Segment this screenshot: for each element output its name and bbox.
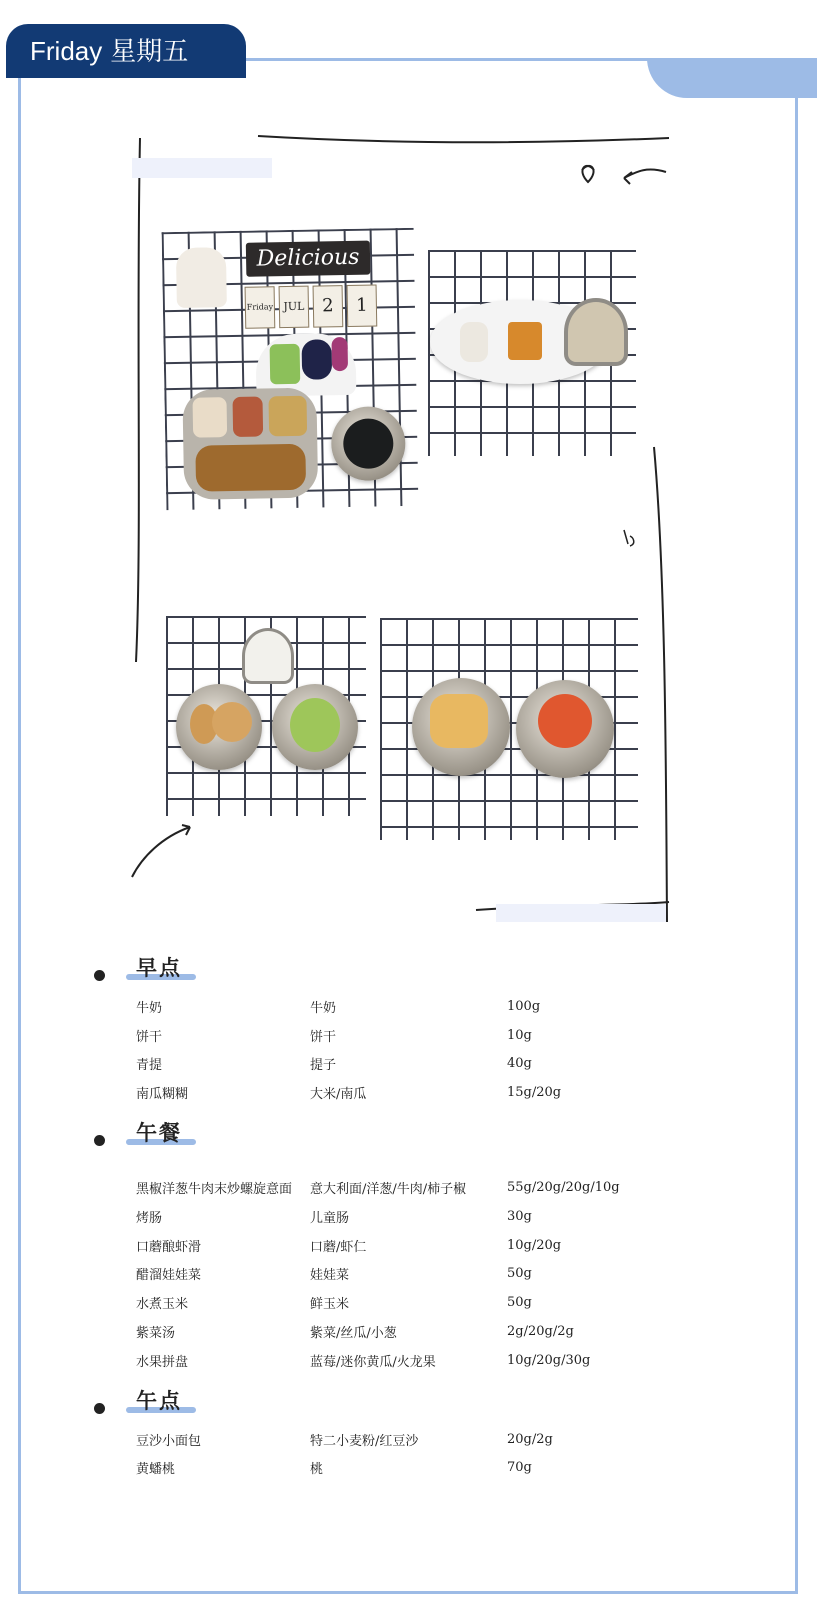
- dish-amount: 15g/20g: [507, 1085, 562, 1101]
- calendar-card-digit-2: 1: [347, 284, 378, 327]
- menu-row: [90, 1021, 730, 1050]
- dish-name: 紫菜汤: [136, 1326, 176, 1342]
- section-bullet: [94, 1403, 105, 1414]
- photo-breakfast: [428, 250, 636, 456]
- day-header: [6, 24, 246, 78]
- day-title-en: Friday: [30, 36, 103, 66]
- milk-cup: [564, 298, 628, 366]
- dish-name: 牛奶: [136, 1000, 163, 1016]
- dish-ingredients: 娃娃菜: [310, 1268, 350, 1284]
- section-title: 午点: [136, 1388, 182, 1413]
- chef-figurine: [176, 247, 227, 308]
- dish-amount: 2g/20g/2g: [507, 1324, 574, 1340]
- dish-name: 烤肠: [136, 1210, 163, 1226]
- menu-row: [90, 1454, 730, 1483]
- dish-name: 饼干: [136, 1029, 163, 1045]
- dish-ingredients: 鲜玉米: [310, 1297, 350, 1313]
- dish-ingredients: 桃: [310, 1462, 324, 1478]
- menu-row: [90, 1202, 730, 1231]
- calendar-cards: [245, 284, 378, 328]
- photo-board: [126, 132, 681, 927]
- dish-amount: 50g: [507, 1295, 532, 1311]
- menu-row: [90, 1317, 730, 1346]
- dish-name: 青提: [136, 1058, 163, 1074]
- dish-name: 南瓜糊糊: [136, 1087, 189, 1103]
- menu-row: [90, 1231, 730, 1260]
- dish-ingredients: 意大利面/洋葱/牛肉/柿子椒: [310, 1182, 467, 1198]
- delicious-sign: Delicious: [246, 241, 371, 277]
- peach-plate: [516, 680, 614, 778]
- menu-row: [90, 1260, 730, 1289]
- dish-ingredients: 紫菜/丝瓜/小葱: [310, 1326, 397, 1342]
- section-bullet: [94, 1135, 105, 1146]
- seaweed-bowl: [331, 406, 406, 481]
- dish-amount: 30g: [507, 1208, 532, 1224]
- dish-ingredients: 大米/南瓜: [310, 1087, 367, 1103]
- section-breakfast: [90, 948, 730, 1107]
- menu-row: [90, 1173, 730, 1202]
- dish-name: 黄蟠桃: [136, 1462, 176, 1478]
- section-title: 早点: [136, 956, 182, 980]
- biscuit-plate: [176, 684, 262, 770]
- dish-amount: 70g: [507, 1460, 532, 1476]
- dish-ingredients: 儿童肠: [310, 1210, 350, 1226]
- section-lunch: [90, 1113, 730, 1375]
- photo-lunch: [162, 228, 419, 510]
- dish-ingredients: 蓝莓/迷你黄瓜/火龙果: [310, 1354, 436, 1370]
- dish-ingredients: 牛奶: [310, 1000, 337, 1016]
- bread-plate: [412, 678, 510, 776]
- dish-amount: 50g: [507, 1266, 532, 1282]
- calendar-card-month: JUL: [279, 286, 310, 329]
- menu-row: [90, 1425, 730, 1454]
- dish-ingredients: 饼干: [310, 1029, 337, 1045]
- menu-row: [90, 1288, 730, 1317]
- menu-list: [90, 948, 730, 1488]
- photo-snack-morning: [166, 616, 366, 816]
- dish-ingredients: 口蘑/虾仁: [310, 1239, 367, 1255]
- section-afternoon-snack: [90, 1381, 730, 1483]
- photo-snack-afternoon: [380, 618, 638, 840]
- fruit-plate: [255, 333, 356, 397]
- grape-plate: [272, 684, 358, 770]
- menu-row: [90, 1346, 730, 1375]
- menu-row: [90, 1050, 730, 1079]
- corner-decoration: [647, 58, 817, 98]
- dish-name: 黑椒洋葱牛肉末炒螺旋意面: [136, 1182, 293, 1198]
- dish-name: 口蘑酿虾滑: [136, 1239, 202, 1255]
- dish-ingredients: 提子: [310, 1058, 337, 1074]
- dish-amount: 20g/2g: [507, 1431, 553, 1447]
- dish-amount: 100g: [507, 998, 541, 1014]
- dish-amount: 55g/20g/20g/10g: [507, 1180, 620, 1196]
- dish-amount: 10g/20g: [507, 1237, 562, 1253]
- calendar-card-digit-1: 2: [313, 285, 344, 328]
- dish-name: 醋溜娃娃菜: [136, 1268, 202, 1284]
- dish-name: 水果拼盘: [136, 1354, 189, 1370]
- milk-cup-small: [242, 628, 294, 684]
- day-title-cn: 星期五: [110, 36, 189, 66]
- divided-plate: [182, 388, 318, 500]
- dish-name: 豆沙小面包: [136, 1433, 202, 1449]
- section-title: 午餐: [136, 1121, 182, 1146]
- menu-row: [90, 992, 730, 1021]
- dish-name: 水煮玉米: [136, 1297, 189, 1313]
- dish-amount: 40g: [507, 1056, 532, 1072]
- dish-amount: 10g/20g/30g: [507, 1352, 591, 1368]
- dish-ingredients: 特二小麦粉/红豆沙: [310, 1433, 419, 1449]
- calendar-card-day: Friday: [245, 286, 276, 329]
- menu-row: [90, 1078, 730, 1107]
- section-bullet: [94, 970, 105, 981]
- dish-amount: 10g: [507, 1027, 532, 1043]
